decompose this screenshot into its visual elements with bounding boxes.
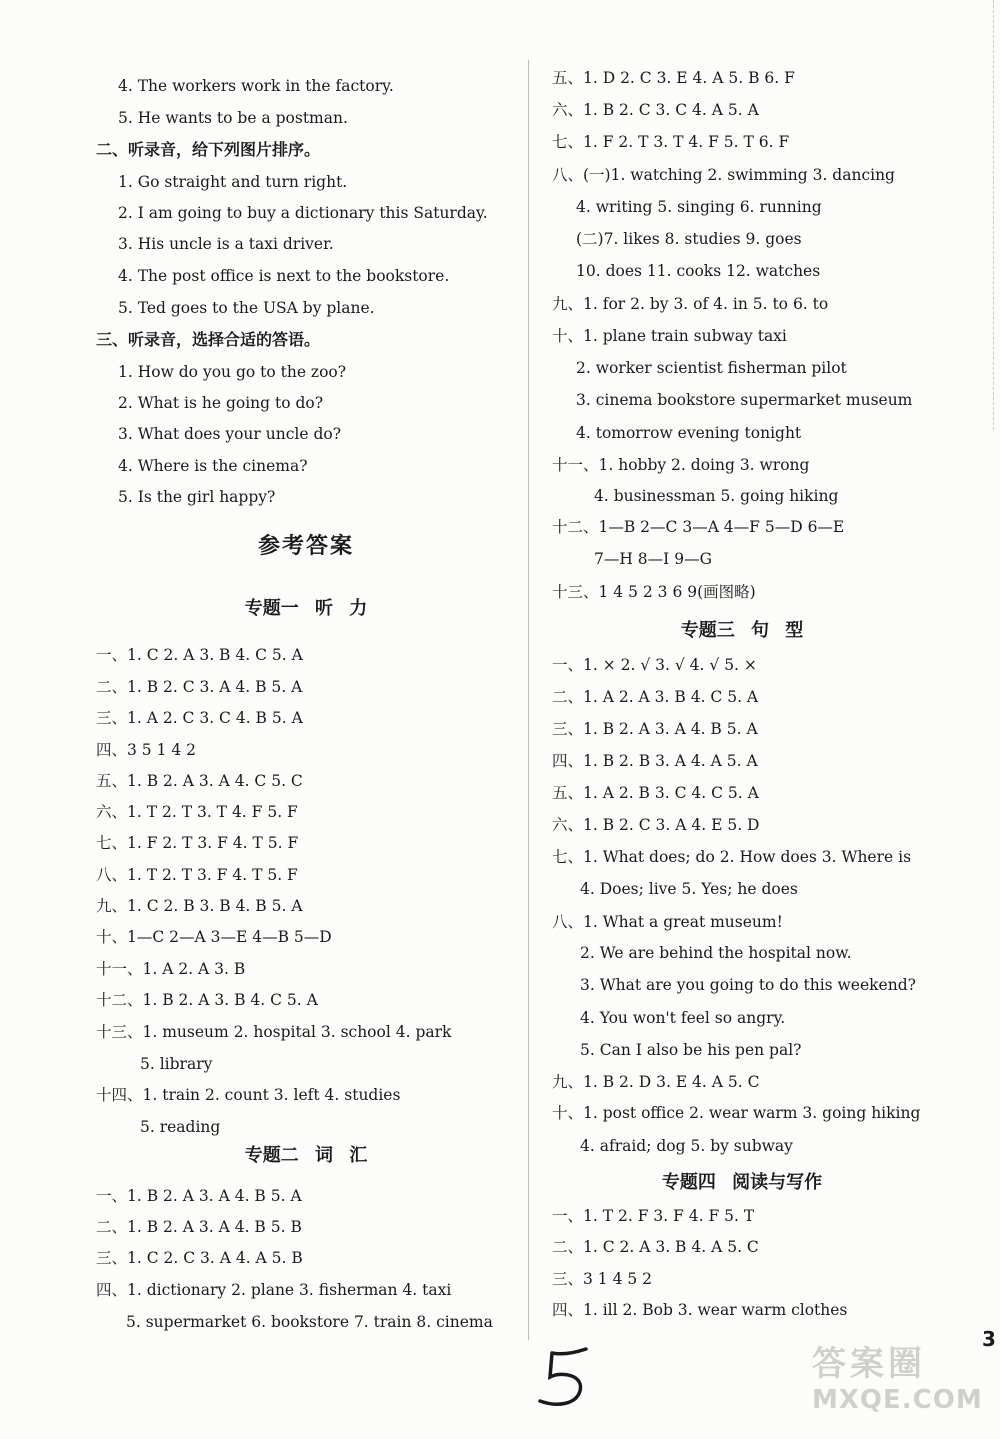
answer-line: 4. The post office is next to the bookstore. xyxy=(118,267,450,285)
answer-line: 四、1. dictionary 2. plane 3. fisherman 4. taxi xyxy=(96,1281,452,1299)
page-edge-strip xyxy=(993,0,1000,430)
answer-line: 一、1. T 2. F 3. F 4. F 5. T xyxy=(552,1207,755,1225)
answer-line: 十、1—C 2—A 3—E 4—B 5—D xyxy=(96,928,332,946)
answer-line: (二)7. likes 8. studies 9. goes xyxy=(576,230,802,248)
watermark-bottom: MXQE.COM xyxy=(812,1385,983,1415)
answer-line: 十一、1. A 2. A 3. B xyxy=(96,960,246,978)
answer-line: 七、1. F 2. T 3. T 4. F 5. T 6. F xyxy=(552,133,790,151)
column-divider xyxy=(528,60,529,1340)
answer-line: 九、1. B 2. D 3. E 4. A 5. C xyxy=(552,1073,760,1091)
answer-line: 三、1. B 2. A 3. A 4. B 5. A xyxy=(552,720,758,738)
answer-line: 1. Go straight and turn right. xyxy=(118,173,348,191)
answer-line: 7—H 8—I 9—G xyxy=(594,550,712,568)
answer-line: 5. He wants to be a postman. xyxy=(118,109,348,127)
answer-line: 5. Is the girl happy? xyxy=(118,488,276,506)
answer-line: 10. does 11. cooks 12. watches xyxy=(576,262,821,280)
answer-line: 5. Can I also be his pen pal? xyxy=(580,1041,802,1059)
answer-key-title: 参考答案 xyxy=(257,534,354,559)
answer-line: 十四、1. train 2. count 3. left 4. studies xyxy=(96,1086,401,1104)
topic-heading: 专题三 句 型 xyxy=(680,620,804,641)
answer-line: 4. The workers work in the factory. xyxy=(118,77,394,95)
answer-line: 十二、1. B 2. A 3. B 4. C 5. A xyxy=(96,991,318,1009)
answer-line: 4. tomorrow evening tonight xyxy=(576,424,802,442)
answer-line: 2. We are behind the hospital now. xyxy=(580,944,852,962)
answer-line: 六、1. T 2. T 3. T 4. F 5. F xyxy=(96,803,298,821)
answer-line: 3. cinema bookstore supermarket museum xyxy=(576,391,913,409)
answer-line: 三、1. A 2. C 3. C 4. B 5. A xyxy=(96,709,303,727)
answer-line: 三、1. C 2. C 3. A 4. A 5. B xyxy=(96,1249,303,1267)
answer-line: 八、1. T 2. T 3. F 4. T 5. F xyxy=(96,866,298,884)
answer-line: 十、1. post office 2. wear warm 3. going hiking xyxy=(552,1104,921,1122)
answer-line: 十二、1—B 2—C 3—A 4—F 5—D 6—E xyxy=(552,518,845,536)
answer-line: 4. writing 5. singing 6. running xyxy=(576,198,822,216)
answer-line: 2. worker scientist fisherman pilot xyxy=(576,359,847,377)
answer-line: 五、1. D 2. C 3. E 4. A 5. B 6. F xyxy=(552,69,795,87)
answer-line: 十一、1. hobby 2. doing 3. wrong xyxy=(552,456,810,474)
answer-line: 九、1. C 2. B 3. B 4. B 5. A xyxy=(96,897,303,915)
topic-heading: 专题一 听 力 xyxy=(244,598,368,619)
page-number: 3 xyxy=(982,1327,996,1351)
answer-line: 4. businessman 5. going hiking xyxy=(594,487,839,505)
answer-line: 一、1. C 2. A 3. B 4. C 5. A xyxy=(96,646,303,664)
answer-line: 4. afraid; dog 5. by subway xyxy=(580,1137,793,1155)
answer-line: 八、(一)1. watching 2. swimming 3. dancing xyxy=(552,166,895,184)
answer-line: 六、1. B 2. C 3. A 4. E 5. D xyxy=(552,816,760,834)
answer-line: 四、1. B 2. B 3. A 4. A 5. A xyxy=(552,752,758,770)
answer-line: 三、3 1 4 5 2 xyxy=(552,1270,653,1288)
answer-line: 四、1. ill 2. Bob 3. wear warm clothes xyxy=(552,1301,848,1319)
answer-line: 3. What does your uncle do? xyxy=(118,425,342,443)
topic-heading: 专题四 阅读与写作 xyxy=(661,1172,823,1193)
answer-line: 5. supermarket 6. bookstore 7. train 8. cinema xyxy=(126,1313,493,1331)
answer-line: 2. I am going to buy a dictionary this Saturday. xyxy=(118,204,488,222)
answer-line: 四、3 5 1 4 2 xyxy=(96,741,197,759)
answer-line: 5. reading xyxy=(140,1118,221,1136)
watermark-top: 答案圈 xyxy=(812,1344,926,1384)
answer-line: 十三、1. museum 2. hospital 3. school 4. park xyxy=(96,1023,452,1041)
handwritten-mark-icon xyxy=(532,1345,602,1415)
answer-line: 5. library xyxy=(140,1055,213,1073)
answer-line: 一、1. B 2. A 3. A 4. B 5. A xyxy=(96,1187,302,1205)
answer-line: 5. Ted goes to the USA by plane. xyxy=(118,299,375,317)
answer-line: 十、1. plane train subway taxi xyxy=(552,327,787,345)
answer-line: 二、1. B 2. A 3. A 4. B 5. B xyxy=(96,1218,302,1236)
answer-line: 4. Where is the cinema? xyxy=(118,457,308,475)
answer-line: 九、1. for 2. by 3. of 4. in 5. to 6. to xyxy=(552,295,829,313)
answer-line: 七、1. What does; do 2. How does 3. Where is xyxy=(552,848,912,866)
answer-line: 二、1. C 2. A 3. B 4. A 5. C xyxy=(552,1238,759,1256)
answer-line: 4. You won't feel so angry. xyxy=(580,1009,786,1027)
section-heading: 二、听录音，给下列图片排序。 xyxy=(96,140,321,159)
answer-line: 二、1. A 2. A 3. B 4. C 5. A xyxy=(552,688,759,706)
answer-line: 八、1. What a great museum! xyxy=(552,913,783,931)
answer-line: 五、1. B 2. A 3. A 4. C 5. C xyxy=(96,772,303,790)
answer-line: 二、1. B 2. C 3. A 4. B 5. A xyxy=(96,678,303,696)
answer-line: 十三、1 4 5 2 3 6 9(画图略) xyxy=(552,583,756,601)
answer-line: 1. How do you go to the zoo? xyxy=(118,363,347,381)
answer-line: 2. What is he going to do? xyxy=(118,394,324,412)
answer-line: 3. What are you going to do this weekend? xyxy=(580,976,916,994)
answer-line: 七、1. F 2. T 3. F 4. T 5. F xyxy=(96,834,299,852)
answer-line: 五、1. A 2. B 3. C 4. C 5. A xyxy=(552,784,759,802)
watermark xyxy=(812,1336,992,1436)
answer-line: 一、1. × 2. √ 3. √ 4. √ 5. × xyxy=(552,656,757,674)
answer-line: 3. His uncle is a taxi driver. xyxy=(118,235,334,253)
topic-heading: 专题二 词 汇 xyxy=(244,1145,368,1166)
answer-line: 六、1. B 2. C 3. C 4. A 5. A xyxy=(552,101,759,119)
answer-line: 4. Does; live 5. Yes; he does xyxy=(580,880,798,898)
section-heading: 三、听录音，选择合适的答语。 xyxy=(96,330,321,349)
